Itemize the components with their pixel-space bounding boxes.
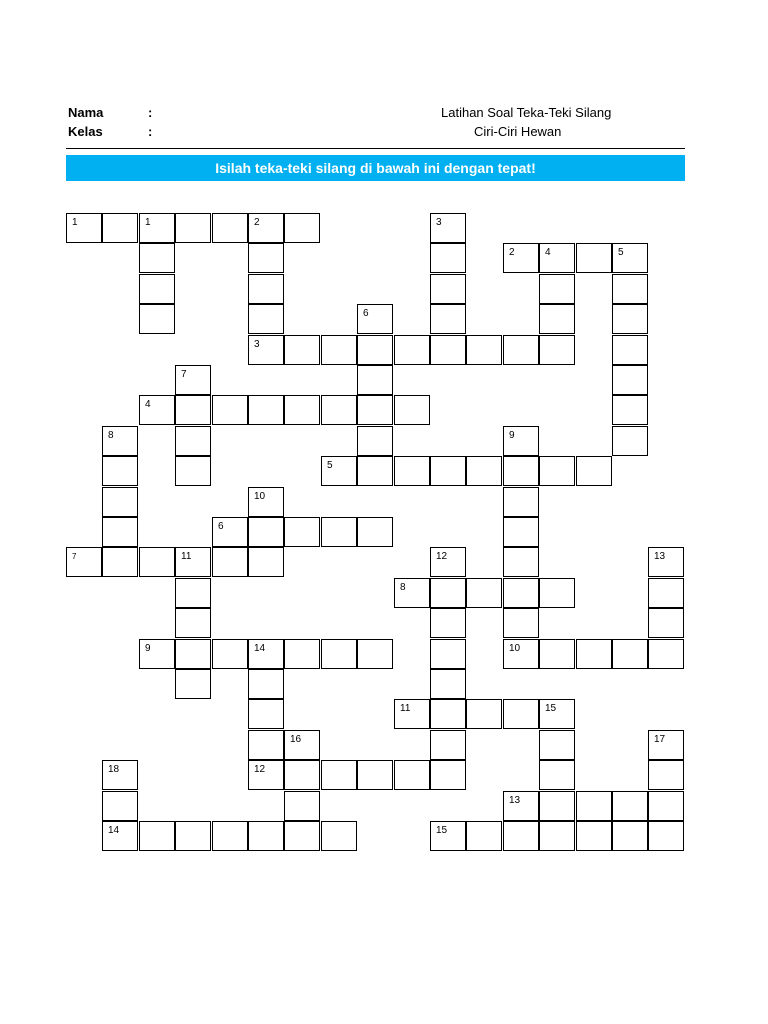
crossword-cell[interactable] bbox=[539, 335, 575, 365]
crossword-cell[interactable] bbox=[612, 304, 648, 334]
crossword-cell[interactable] bbox=[212, 639, 248, 669]
crossword-cell[interactable] bbox=[357, 517, 393, 547]
crossword-cell[interactable] bbox=[284, 213, 320, 243]
crossword-cell[interactable] bbox=[248, 669, 284, 699]
crossword-cell[interactable] bbox=[284, 395, 320, 425]
clue-number-across: 6 bbox=[218, 521, 224, 532]
crossword-cell[interactable] bbox=[576, 821, 612, 851]
clue-number-down: 15 bbox=[545, 703, 557, 714]
crossword-cell[interactable] bbox=[175, 456, 211, 486]
crossword-cell[interactable] bbox=[139, 304, 175, 334]
crossword-cell[interactable] bbox=[102, 517, 138, 547]
clue-number-down: 2 bbox=[254, 217, 260, 228]
nama-label: Nama bbox=[68, 105, 104, 120]
crossword-cell[interactable] bbox=[466, 335, 502, 365]
crossword-cell[interactable] bbox=[212, 547, 248, 577]
crossword-cell[interactable] bbox=[102, 791, 138, 821]
crossword-cell[interactable] bbox=[503, 547, 539, 577]
crossword-cell[interactable] bbox=[466, 578, 502, 608]
crossword-cell[interactable] bbox=[503, 487, 539, 517]
crossword-cell[interactable] bbox=[175, 608, 211, 638]
crossword-cell[interactable] bbox=[321, 760, 357, 790]
crossword-cell[interactable] bbox=[466, 821, 502, 851]
crossword-cell[interactable] bbox=[212, 395, 248, 425]
crossword-cell[interactable] bbox=[430, 243, 466, 273]
crossword-cell[interactable] bbox=[539, 274, 575, 304]
clue-number-across: 3 bbox=[254, 339, 260, 350]
crossword-cell[interactable] bbox=[248, 730, 284, 760]
crossword-cell[interactable] bbox=[539, 760, 575, 790]
kelas-colon: : bbox=[148, 124, 153, 139]
nama-colon: : bbox=[148, 105, 153, 120]
crossword-cell[interactable] bbox=[612, 365, 648, 395]
crossword-cell[interactable] bbox=[466, 699, 502, 729]
crossword-cell[interactable] bbox=[539, 730, 575, 760]
worksheet-title: Latihan Soal Teka-Teki Silang bbox=[441, 105, 612, 120]
crossword-cell[interactable] bbox=[539, 791, 575, 821]
clue-number-down: 11 bbox=[181, 551, 192, 562]
crossword-cell[interactable] bbox=[175, 578, 211, 608]
clue-number-down: 9 bbox=[509, 430, 515, 441]
crossword-cell[interactable] bbox=[248, 304, 284, 334]
clue-number-down: 12 bbox=[436, 551, 448, 562]
instruction-banner: Isilah teka-teki silang di bawah ini dengan tepat! bbox=[66, 155, 685, 181]
crossword-cell[interactable] bbox=[248, 547, 284, 577]
crossword-cell[interactable] bbox=[357, 395, 393, 425]
crossword-cell[interactable] bbox=[284, 517, 320, 547]
clue-number-down: 8 bbox=[108, 430, 114, 441]
crossword-cell[interactable] bbox=[139, 547, 175, 577]
crossword-cell[interactable] bbox=[212, 821, 248, 851]
crossword-cell[interactable] bbox=[394, 456, 430, 486]
crossword-cell[interactable] bbox=[430, 608, 466, 638]
crossword-cell[interactable] bbox=[357, 456, 393, 486]
crossword-cell[interactable] bbox=[284, 760, 320, 790]
clue-number-down: 4 bbox=[545, 247, 551, 258]
clue-number-across: 4 bbox=[145, 399, 151, 410]
crossword-cell[interactable] bbox=[539, 821, 575, 851]
crossword-cell[interactable] bbox=[248, 243, 284, 273]
crossword-cell[interactable] bbox=[394, 395, 430, 425]
crossword-cell[interactable] bbox=[503, 608, 539, 638]
crossword-cell[interactable] bbox=[648, 791, 684, 821]
crossword-cell[interactable] bbox=[284, 791, 320, 821]
crossword-cell[interactable] bbox=[175, 213, 211, 243]
crossword-cell[interactable] bbox=[175, 669, 211, 699]
clue-number-across: 13 bbox=[509, 795, 521, 806]
crossword-cell[interactable] bbox=[503, 699, 539, 729]
crossword-cell[interactable] bbox=[357, 426, 393, 456]
crossword-cell[interactable] bbox=[321, 517, 357, 547]
crossword-cell[interactable] bbox=[503, 517, 539, 547]
crossword-cell[interactable] bbox=[139, 274, 175, 304]
crossword-cell[interactable] bbox=[139, 821, 175, 851]
crossword-cell[interactable] bbox=[648, 821, 684, 851]
clue-number-across: 14 bbox=[108, 825, 120, 836]
crossword-cell[interactable] bbox=[357, 335, 393, 365]
crossword-cell[interactable] bbox=[357, 365, 393, 395]
crossword-cell[interactable] bbox=[539, 304, 575, 334]
clue-number-down: 18 bbox=[108, 764, 120, 775]
clue-number-down: 7 bbox=[181, 369, 187, 380]
clue-number-across: 2 bbox=[509, 247, 515, 258]
crossword-cell[interactable] bbox=[175, 426, 211, 456]
crossword-cell[interactable] bbox=[248, 517, 284, 547]
crossword-cell[interactable] bbox=[576, 639, 612, 669]
clue-number-down: 17 bbox=[654, 734, 666, 745]
crossword-cell[interactable] bbox=[139, 243, 175, 273]
crossword-cell[interactable] bbox=[357, 760, 393, 790]
crossword-cell[interactable] bbox=[102, 547, 138, 577]
crossword-cell[interactable] bbox=[394, 760, 430, 790]
clue-number-down: 1 bbox=[145, 217, 151, 228]
crossword-cell[interactable] bbox=[430, 304, 466, 334]
crossword-cell[interactable] bbox=[394, 335, 430, 365]
crossword-cell[interactable] bbox=[430, 669, 466, 699]
crossword-cell[interactable] bbox=[503, 578, 539, 608]
crossword-cell[interactable] bbox=[612, 395, 648, 425]
crossword-cell[interactable] bbox=[648, 639, 684, 669]
crossword-cell[interactable] bbox=[430, 335, 466, 365]
crossword-cell[interactable] bbox=[102, 487, 138, 517]
crossword-cell[interactable] bbox=[539, 639, 575, 669]
crossword-cell[interactable] bbox=[539, 456, 575, 486]
crossword-cell[interactable] bbox=[102, 456, 138, 486]
crossword-cell[interactable] bbox=[503, 456, 539, 486]
crossword-cell[interactable] bbox=[612, 791, 648, 821]
clue-number-down: 3 bbox=[436, 217, 442, 228]
crossword-cell[interactable] bbox=[248, 699, 284, 729]
crossword-cell[interactable] bbox=[175, 821, 211, 851]
crossword-cell[interactable] bbox=[576, 243, 612, 273]
crossword-cell[interactable] bbox=[430, 456, 466, 486]
crossword-cell[interactable] bbox=[102, 213, 138, 243]
clue-number-down: 5 bbox=[618, 247, 624, 258]
crossword-cell[interactable] bbox=[576, 456, 612, 486]
crossword-cell[interactable] bbox=[248, 821, 284, 851]
clue-number-down: 13 bbox=[654, 551, 666, 562]
crossword-cell[interactable] bbox=[503, 821, 539, 851]
crossword-cell[interactable] bbox=[248, 274, 284, 304]
clue-number-across: 11 bbox=[400, 703, 411, 714]
clue-number-across: 9 bbox=[145, 643, 151, 654]
crossword-cell[interactable] bbox=[612, 821, 648, 851]
crossword-cell[interactable] bbox=[430, 760, 466, 790]
crossword-cell[interactable] bbox=[321, 639, 357, 669]
crossword-cell[interactable] bbox=[612, 426, 648, 456]
crossword-cell[interactable] bbox=[430, 730, 466, 760]
crossword-cell[interactable] bbox=[612, 639, 648, 669]
crossword-cell[interactable] bbox=[430, 274, 466, 304]
clue-number-across: 10 bbox=[509, 643, 521, 654]
clue-number-across: 8 bbox=[400, 582, 406, 593]
crossword-cell[interactable] bbox=[321, 335, 357, 365]
clue-number-down: 16 bbox=[290, 734, 302, 745]
worksheet-subtitle: Ciri-Ciri Hewan bbox=[474, 124, 562, 139]
clue-number-down: 10 bbox=[254, 491, 266, 502]
clue-number-down: 6 bbox=[363, 308, 369, 319]
crossword-cell[interactable] bbox=[430, 639, 466, 669]
clue-number-across: 1 bbox=[72, 217, 78, 228]
crossword-cell[interactable] bbox=[576, 791, 612, 821]
crossword-cell[interactable] bbox=[648, 760, 684, 790]
crossword-cell[interactable] bbox=[284, 821, 320, 851]
clue-number-across: 15 bbox=[436, 825, 448, 836]
crossword-cell[interactable] bbox=[648, 608, 684, 638]
clue-number-across: 7 bbox=[72, 552, 77, 561]
kelas-label: Kelas bbox=[68, 124, 103, 139]
crossword-cell[interactable] bbox=[430, 699, 466, 729]
crossword-cell[interactable] bbox=[648, 578, 684, 608]
crossword-cell[interactable] bbox=[539, 578, 575, 608]
crossword-cell[interactable] bbox=[321, 821, 357, 851]
crossword-cell[interactable] bbox=[612, 335, 648, 365]
crossword-cell[interactable] bbox=[175, 395, 211, 425]
crossword-cell[interactable] bbox=[175, 639, 211, 669]
crossword-cell[interactable] bbox=[212, 213, 248, 243]
crossword-cell[interactable] bbox=[248, 395, 284, 425]
crossword-cell[interactable] bbox=[503, 335, 539, 365]
crossword-cell[interactable] bbox=[284, 639, 320, 669]
crossword-cell[interactable] bbox=[284, 335, 320, 365]
crossword-cell[interactable] bbox=[466, 456, 502, 486]
crossword-cell[interactable] bbox=[357, 639, 393, 669]
clue-number-across: 12 bbox=[254, 764, 266, 775]
clue-number-across: 5 bbox=[327, 460, 333, 471]
crossword-cell[interactable] bbox=[612, 274, 648, 304]
crossword-cell[interactable] bbox=[321, 395, 357, 425]
clue-number-down: 14 bbox=[254, 643, 266, 654]
crossword-cell[interactable] bbox=[430, 578, 466, 608]
